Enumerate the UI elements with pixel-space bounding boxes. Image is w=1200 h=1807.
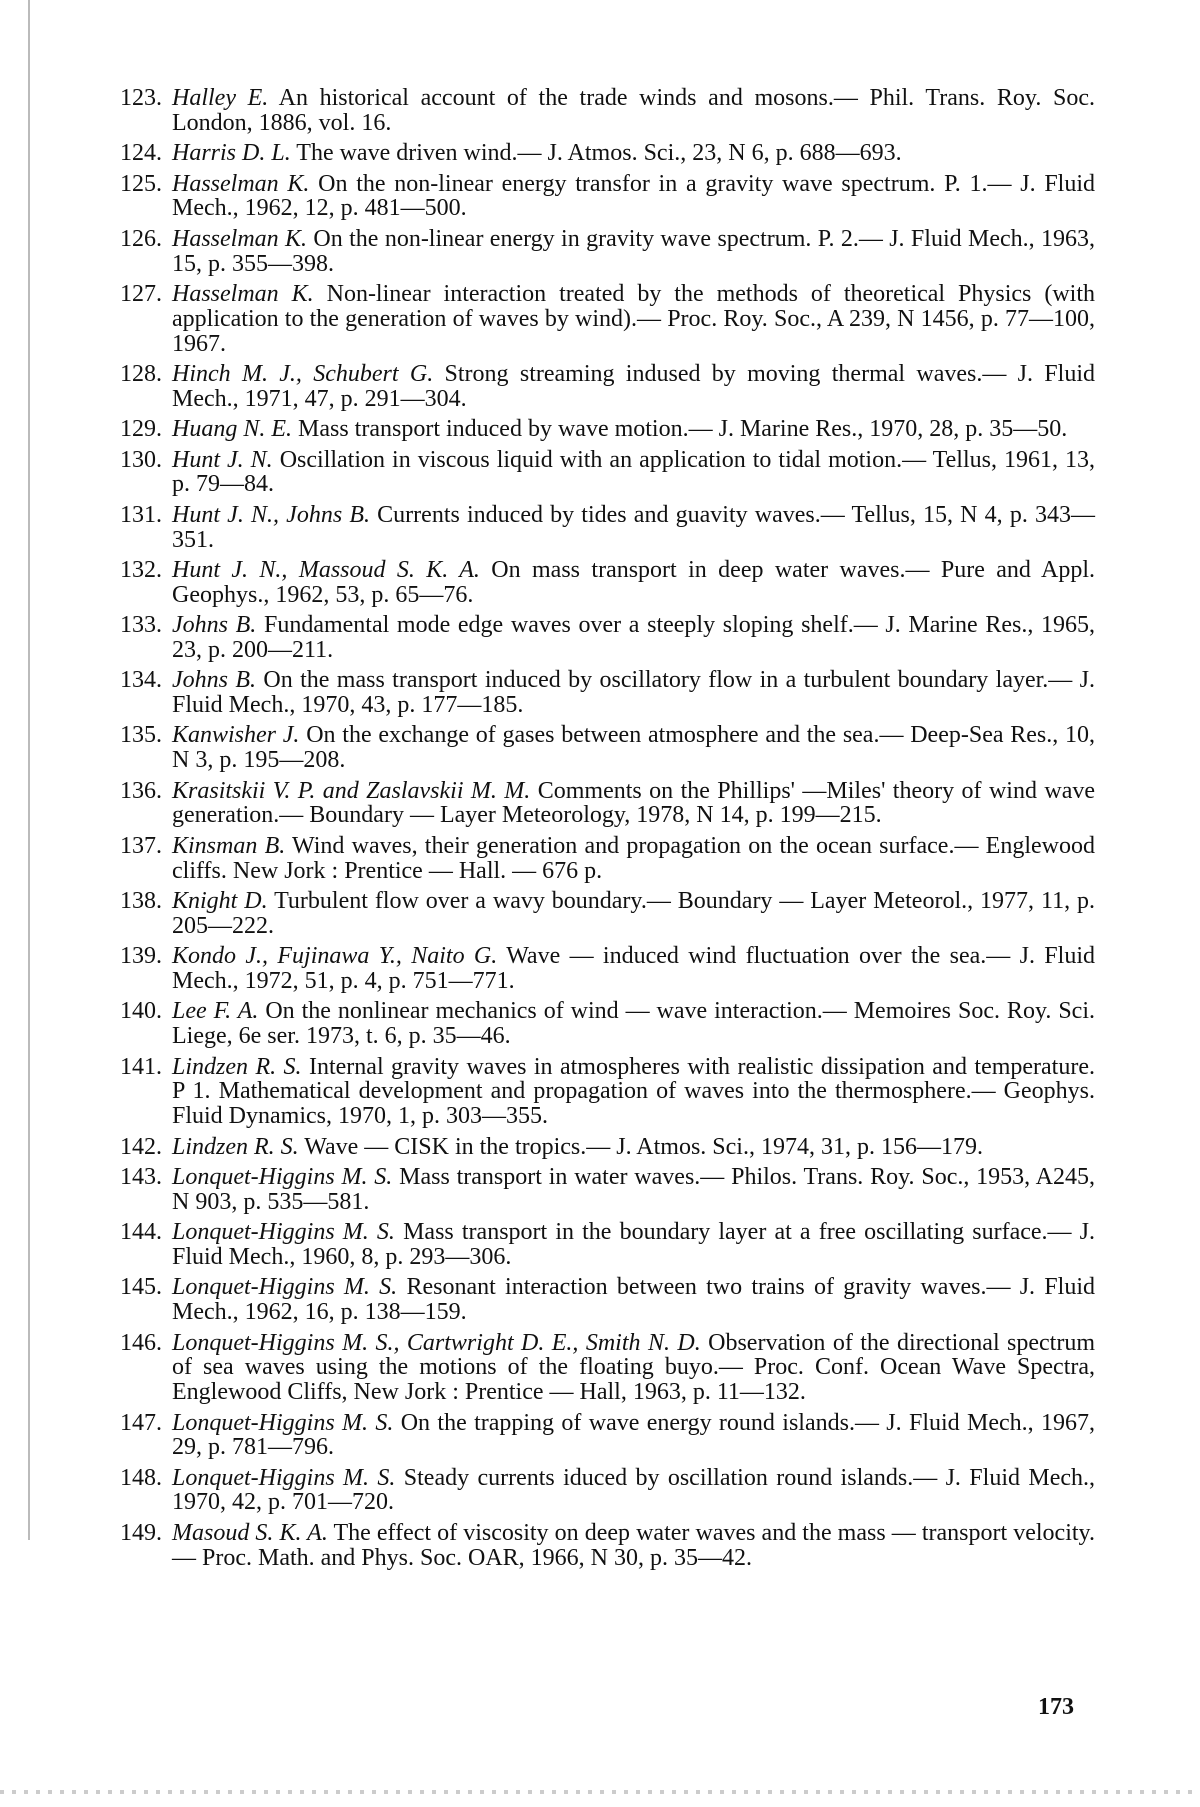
reference-entry [120, 1135, 1095, 1160]
reference-number: 129. [120, 416, 162, 443]
reference-authors: Knight D. [172, 888, 268, 915]
reference-entry [120, 723, 1095, 773]
reference-authors: Masoud S. K. A. [172, 1519, 328, 1546]
reference-text: Mass transport in the boundary layer at a free oscillating surface.— J. Fluid Mech., 1960, 8, p. 293—306. [172, 1219, 1096, 1270]
reference-authors: Krasitskii V. P. and Zaslavskii M. M. [172, 777, 531, 804]
reference-number: 133. [120, 612, 162, 639]
reference-entry [120, 1521, 1095, 1571]
reference-number: 135. [120, 722, 162, 749]
reference-authors: Hunt J. N., Johns B. [172, 501, 370, 528]
reference-entry [120, 1466, 1095, 1516]
reference-number: 148. [120, 1464, 162, 1491]
reference-number: 142. [120, 1133, 162, 1160]
reference-authors: Hunt J. N. [172, 446, 273, 473]
reference-number: 140. [120, 998, 162, 1025]
reference-text: Currents induced by tides and guavity waves.— Tellus, 15, N 4, p. 343—351. [172, 501, 1096, 553]
reference-entry [120, 141, 1095, 166]
reference-entry [120, 417, 1095, 442]
reference-entry [120, 834, 1095, 884]
reference-authors: Lee F. A. [172, 998, 259, 1025]
reference-number: 128. [120, 360, 162, 387]
scan-margin-line [28, 0, 30, 1540]
reference-number: 132. [120, 556, 162, 583]
reference-text: Wave — CISK in the tropics.— J. Atmos. Sci., 1974, 31, p. 156—179. [304, 1133, 983, 1160]
reference-text: On the exchange of gases between atmosphere and the sea.— Deep-Sea Res., 10, N 3, p. 195—208. [172, 722, 1096, 774]
reference-text: Oscillation in viscous liquid with an application to tidal motion.— Tellus, 1961, 13, p. 79—84. [172, 446, 1095, 498]
reference-text: On the trapping of wave energy round islands.— J. Fluid Mech., 1967, 29, p. 781—796. [172, 1409, 1096, 1461]
reference-number: 138. [120, 888, 162, 915]
reference-text: On the non-linear energy transfor in a gravity wave spectrum. P. 1.— J. Fluid Mech., 1962, 12, p. 481—500. [172, 170, 1096, 222]
reference-entry [120, 1275, 1095, 1325]
reference-authors: Halley E. [172, 85, 269, 111]
reference-authors: Lonquet-Higgins M. S., Cartwright D. E., Smith N. D. [172, 1329, 701, 1356]
reference-authors: Lindzen R. S. [172, 1053, 302, 1080]
reference-authors: Hunt J. N., Massoud S. K. A. [172, 556, 480, 583]
reference-number: 123. [120, 85, 162, 111]
reference-number: 127. [120, 280, 162, 307]
reference-entry [120, 999, 1095, 1049]
reference-authors: Huang N. E. [172, 416, 292, 443]
reference-authors: Kanwisher J. [172, 722, 300, 749]
reference-entry [120, 944, 1095, 994]
reference-text: Non-linear interaction treated by the methods of theoretical Physics (with application to the generation of waves by wind).— Proc. Roy. Soc., A 239, N 1456, p. 77—100, 1967. [172, 280, 1096, 357]
reference-text: Internal gravity waves in atmospheres with realistic dissipation and temperature. P 1. Mathematical development and propagation of waves into the thermosphere.— Geophys. Fluid Dynamics, 1970, 1, p. 303—355. [172, 1053, 1095, 1130]
reference-number: 149. [120, 1519, 162, 1546]
reference-entry [120, 227, 1095, 277]
reference-authors: Lonquet-Higgins M. S. [172, 1409, 394, 1436]
reference-number: 139. [120, 943, 162, 970]
reference-authors: Lonquet-Higgins M. S. [172, 1163, 393, 1190]
reference-entry [120, 362, 1095, 412]
reference-text: Turbulent flow over a wavy boundary.— Boundary — Layer Meteorol., 1977, 11, p. 205—222. [172, 888, 1095, 939]
reference-number: 136. [120, 777, 162, 804]
reference-authors: Hasselman K. [172, 225, 308, 252]
reference-number: 124. [120, 140, 162, 167]
reference-number: 146. [120, 1329, 162, 1356]
reference-entry [120, 1331, 1095, 1405]
reference-text: Steady currents iduced by oscillation round islands.— J. Fluid Mech., 1970, 42, p. 701—720. [172, 1464, 1095, 1516]
reference-number: 134. [120, 667, 162, 694]
reference-text: On the nonlinear mechanics of wind — wave interaction.— Memoires Soc. Roy. Sci. Liege, 6e ser. 1973, t. 6, p. 35—46. [172, 998, 1095, 1050]
reference-number: 130. [120, 446, 162, 473]
reference-text: Mass transport in water waves.— Philos. Trans. Roy. Soc., 1953, A245, N 903, p. 535—581. [172, 1163, 1095, 1215]
reference-entry [120, 889, 1095, 939]
reference-text: On mass transport in deep water waves.— Pure and Appl. Geophys., 1962, 53, p. 65—76. [172, 556, 1095, 608]
reference-entry [120, 448, 1095, 498]
reference-authors: Harris D. L. [172, 140, 291, 167]
reference-list [120, 86, 1095, 1576]
reference-text: Observation of the directional spectrum of sea waves using the motions of the floating buyo.— Proc. Conf. Ocean Wave Spectra, Englewood Cliffs, New Jork : Prentice — Hall, 1963, p. 11—132. [172, 1329, 1096, 1406]
reference-number: 144. [120, 1219, 162, 1246]
reference-authors: Lindzen R. S. [172, 1133, 299, 1160]
reference-entry [120, 1055, 1095, 1129]
reference-authors: Johns B. [172, 612, 257, 639]
reference-entry [120, 172, 1095, 222]
reference-number: 137. [120, 832, 162, 859]
reference-number: 145. [120, 1274, 162, 1301]
reference-authors: Johns B. [172, 667, 257, 694]
reference-authors: Hinch M. J., Schubert G. [172, 360, 434, 387]
scan-footer-artifact [0, 1790, 1200, 1794]
reference-authors: Lonquet-Higgins M. S. [172, 1274, 398, 1301]
reference-entry [120, 1165, 1095, 1215]
reference-authors: Kondo J., Fujinawa Y., Naito G. [172, 943, 498, 970]
reference-entry [120, 558, 1095, 608]
reference-text: Resonant interaction between two trains of gravity waves.— J. Fluid Mech., 1962, 16, p. 138—159. [172, 1274, 1095, 1326]
reference-number: 131. [120, 501, 162, 528]
reference-number: 125. [120, 170, 162, 197]
reference-text: On the mass transport induced by oscillatory flow in a turbulent boundary layer.— J. Fluid Mech., 1970, 43, p. 177—185. [172, 667, 1096, 719]
reference-text: Mass transport induced by wave motion.— J. Marine Res., 1970, 28, p. 35—50. [298, 416, 1068, 443]
reference-text: Fundamental mode edge waves over a steeply sloping shelf.— J. Marine Res., 1965, 23, p. 200—211. [172, 612, 1095, 663]
reference-number: 141. [120, 1053, 162, 1080]
reference-authors: Lonquet-Higgins M. S. [172, 1219, 395, 1246]
reference-entry [120, 282, 1095, 356]
reference-entry [120, 86, 1095, 136]
reference-text: An historical account of the trade winds and mosons.— Phil. Trans. Roy. Soc. London, 1886, vol. 16. [172, 85, 1095, 136]
reference-text: Wind waves, their generation and propagation on the ocean surface.— Englewood cliffs. New Jork : Prentice — Hall. — 676 p. [172, 832, 1095, 884]
reference-entry [120, 1411, 1095, 1461]
page-number: 173 [1038, 1694, 1074, 1720]
reference-authors: Kinsman B. [172, 832, 286, 859]
reference-number: 126. [120, 225, 162, 252]
reference-text: The wave driven wind.— J. Atmos. Sci., 23, N 6, p. 688—693. [296, 140, 902, 167]
reference-entry [120, 1220, 1095, 1270]
reference-entry [120, 779, 1095, 829]
reference-text: On the non-linear energy in gravity wave spectrum. P. 2.— J. Fluid Mech., 1963, 15, p. 355—398. [172, 225, 1095, 277]
reference-entry [120, 503, 1095, 553]
reference-number: 143. [120, 1163, 162, 1190]
reference-authors: Hasselman K. [172, 280, 314, 307]
reference-text: The effect of viscosity on deep water waves and the mass — transport velocity.— Proc. Math. and Phys. Soc. OAR, 1966, N 30, p. 35—42. [172, 1519, 1095, 1571]
reference-authors: Lonquet-Higgins M. S. [172, 1464, 396, 1491]
reference-authors: Hasselman K. [172, 170, 310, 197]
reference-text: Strong streaming indused by moving thermal waves.— J. Fluid Mech., 1971, 47, p. 291—304. [172, 360, 1095, 412]
reference-number: 147. [120, 1409, 162, 1436]
reference-text: Wave — induced wind fluctuation over the sea.— J. Fluid Mech., 1972, 51, p. 4, p. 751—771. [172, 943, 1095, 994]
reference-entry [120, 613, 1095, 663]
reference-entry [120, 668, 1095, 718]
reference-text: Comments on the Phillips' —Miles' theory of wind wave generation.— Boundary — Layer Meteorology, 1978, N 14, p. 199—215. [172, 777, 1096, 829]
